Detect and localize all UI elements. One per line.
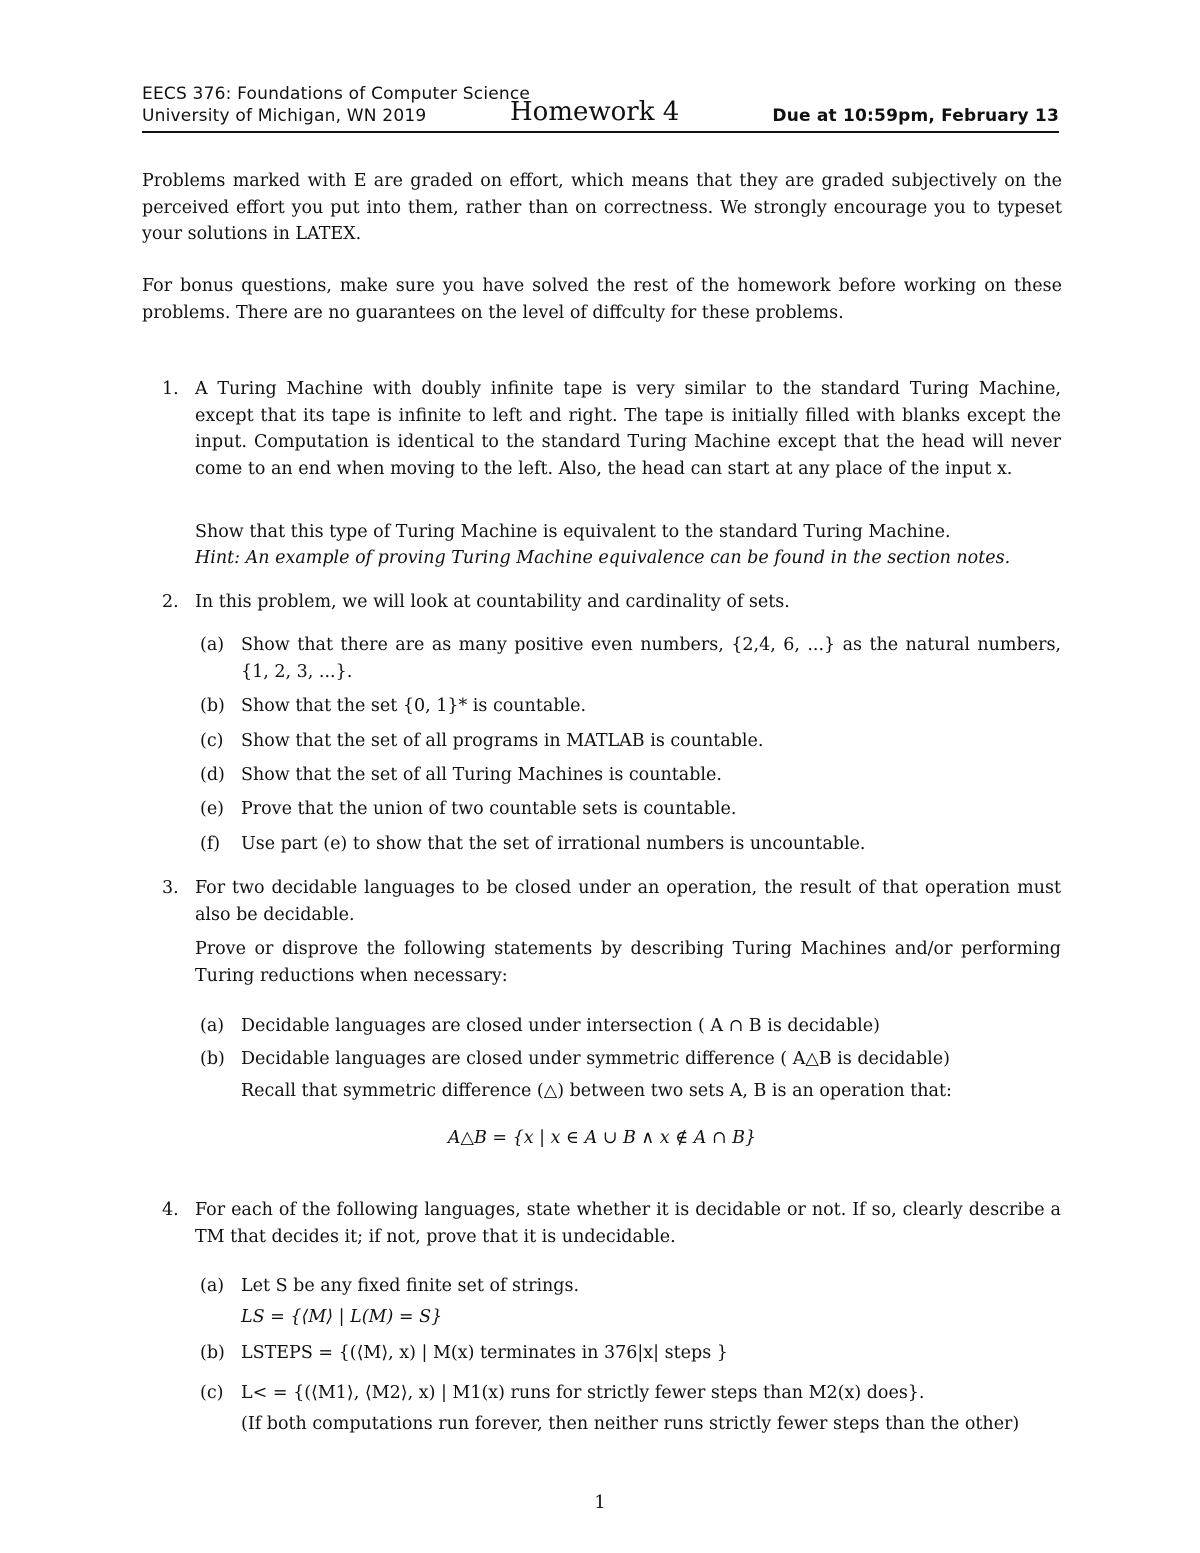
part-text: Decidable languages are closed under intersection ( A ∩ B is decidable)	[241, 1016, 880, 1036]
part-text: L< = {(⟨M1⟩, ⟨M2⟩, x) | M1(x) runs for strictly fewer steps than M2(x) does}.	[241, 1383, 925, 1403]
part-recall: Recall that symmetric difference (△) between two sets A, B is an operation that:	[241, 1081, 952, 1101]
header-rule	[142, 131, 1059, 133]
part-text: Show that there are as many positive even numbers, {2,4, 6, ...} as the natural numbers, {1, 2, 3, ...}.	[241, 635, 1061, 682]
due-date: Due at 10:59pm, February 13	[772, 106, 1059, 126]
part-label: (a)	[200, 1016, 225, 1036]
part-label: (b)	[200, 1343, 225, 1363]
problem-text: A Turing Machine with doubly infinite tape is very similar to the standard Turing Machine, except that its tape is infinite to left and right. The tape is initially filled with blanks except the input. Computation is identical to the standard Turing Machine except that the head will never come to an end when moving to the left. Also, the head can start at any place of the input x.	[195, 379, 1061, 479]
part-text: Let S be any fixed finite set of strings.	[241, 1276, 580, 1296]
problem-number: 2.	[162, 592, 179, 612]
problem-hint: Hint: An example of proving Turing Machine equivalence can be found in the section notes.	[195, 548, 1011, 568]
part-label: (d)	[200, 765, 225, 785]
part-label: (a)	[200, 1276, 225, 1296]
part-label: (c)	[200, 731, 224, 751]
part-label: (b)	[200, 1049, 225, 1069]
problem-number: 1.	[162, 379, 179, 399]
problem-number: 4.	[162, 1200, 179, 1220]
part-text: Show that the set of all Turing Machines is countable.	[241, 765, 722, 785]
part-text: Show that the set {0, 1}* is countable.	[241, 696, 587, 716]
problem-task: Prove or disprove the following statements by describing Turing Machines and/or performing Turing reductions when necessary:	[195, 939, 1061, 986]
part-label: (e)	[200, 799, 225, 819]
part-label: (f)	[200, 834, 221, 854]
part-text: Show that the set of all programs in MATLAB is countable.	[241, 731, 764, 751]
part-label: (b)	[200, 696, 225, 716]
problem-text: In this problem, we will look at countability and cardinality of sets.	[195, 592, 790, 612]
problem-number: 3.	[162, 878, 179, 898]
part-definition: LS = {⟨M⟩ | L(M) = S}	[241, 1307, 443, 1327]
course-title: EECS 376: Foundations of Computer Science	[142, 84, 531, 104]
university-term: University of Michigan, WN 2019	[142, 106, 427, 126]
part-label: (a)	[200, 635, 225, 655]
problem-text: For each of the following languages, state whether it is decidable or not. If so, clearly describe a TM that decides it; if not, prove that it is undecidable.	[195, 1200, 1061, 1247]
intro-effort: Problems marked with E are graded on effort, which means that they are graded subjectively on the perceived effort you put into them, rather than on correctness. We strongly encourage you to typeset your solutions in LATEX.	[142, 171, 1062, 244]
homework-title: Homework 4	[510, 97, 680, 127]
page-number: 1	[594, 1492, 606, 1513]
part-note: (If both computations run forever, then neither runs strictly fewer steps than the other)	[241, 1414, 1020, 1434]
part-text: Prove that the union of two countable sets is countable.	[241, 799, 737, 819]
part-text: Use part (e) to show that the set of irrational numbers is uncountable.	[241, 834, 866, 854]
part-text: LSTEPS = {(⟨M⟩, x) | M(x) terminates in 376|x| steps }	[241, 1343, 728, 1363]
problem-text: For two decidable languages to be closed under an operation, the result of that operation must also be decidable.	[195, 878, 1061, 925]
intro-bonus: For bonus questions, make sure you have solved the rest of the homework before working on these problems. There are no guarantees on the level of diffculty for these problems.	[142, 276, 1062, 323]
part-text: Decidable languages are closed under symmetric difference ( A△B is decidable)	[241, 1049, 950, 1069]
problem-task: Show that this type of Turing Machine is equivalent to the standard Turing Machine.	[195, 522, 951, 542]
symmetric-difference-formula: A△B = {x | x ∈ A ∪ B ∧ x ∉ A ∩ B}	[447, 1128, 757, 1148]
part-label: (c)	[200, 1383, 224, 1403]
